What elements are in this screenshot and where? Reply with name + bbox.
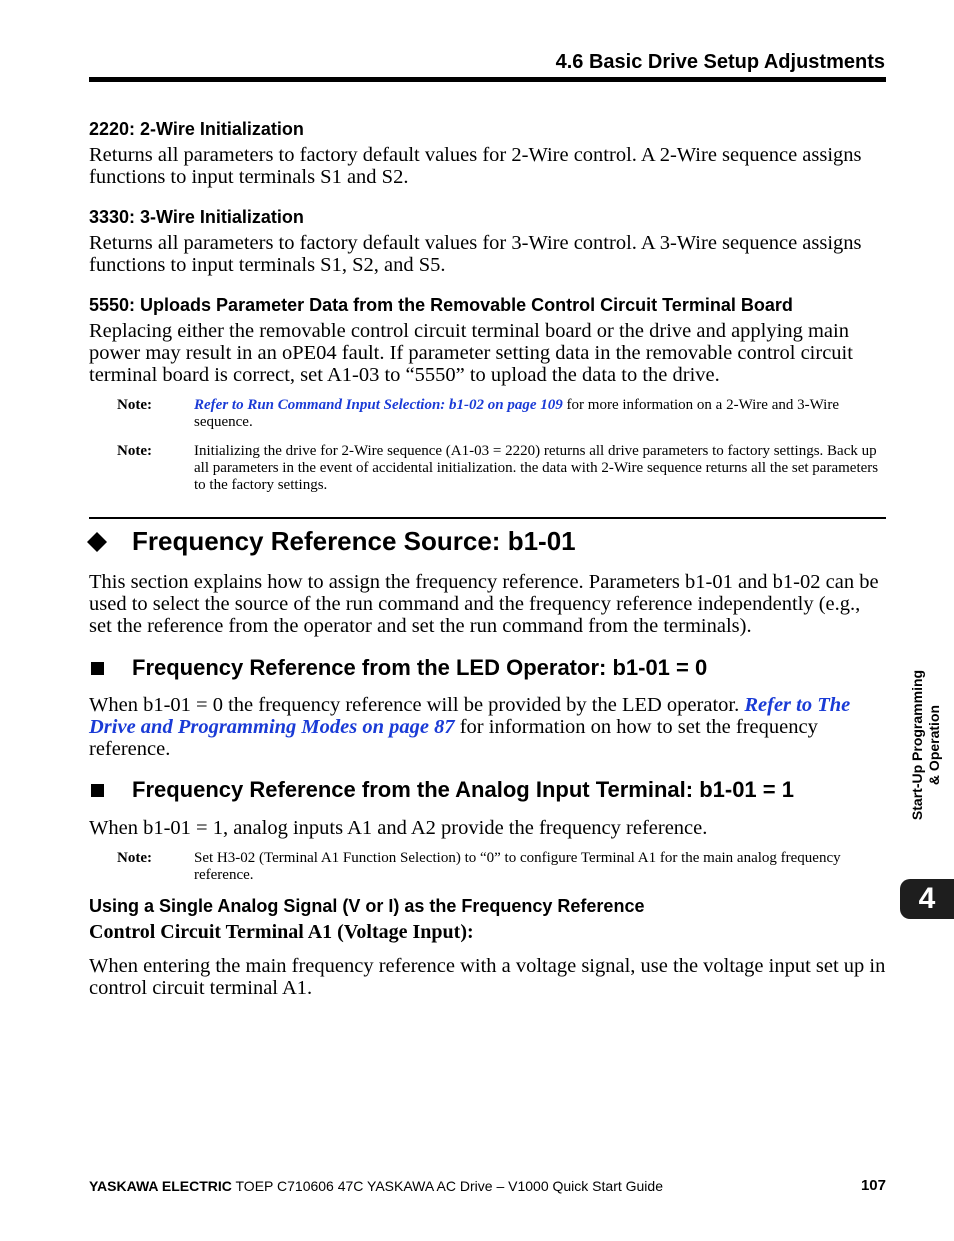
body-analog-input: When b1-01 = 1, analog inputs A1 and A2 provide the frequency reference. bbox=[89, 817, 708, 839]
running-header: 4.6 Basic Drive Setup Adjustments bbox=[555, 51, 885, 73]
chapter-side-tab bbox=[904, 640, 948, 850]
note-1 bbox=[194, 397, 886, 431]
side-tab-line-1: Start-Up Programming bbox=[909, 669, 925, 821]
heading-5550: 5550: Uploads Parameter Data from the Removable Control Circuit Terminal Board bbox=[89, 295, 793, 315]
diamond-bullet-icon bbox=[87, 532, 107, 552]
body-2220: Returns all parameters to factory default values for 2-Wire control. A 2-Wire sequence assigns functions to input terminals S1 and S2. bbox=[89, 144, 862, 188]
section-rule bbox=[89, 517, 886, 519]
drive-modes-link[interactable]: Refer to The Drive and Programming Modes on page 87 bbox=[89, 694, 851, 738]
heading-analog-input: Frequency Reference from the Analog Input Terminal: b1-01 = 1 bbox=[132, 777, 794, 802]
heading-3330: 3330: 3-Wire Initialization bbox=[89, 207, 304, 227]
chapter-number-badge: 4 bbox=[900, 879, 954, 919]
footer-doc: TOEP C710606 47C YASKAWA AC Drive – V1000 Quick Start Guide bbox=[231, 1178, 663, 1194]
section-title: Frequency Reference Source: b1-01 bbox=[132, 526, 576, 556]
square-bullet-icon bbox=[91, 662, 104, 675]
footer bbox=[89, 1178, 663, 1194]
page-number: 107 bbox=[860, 1177, 886, 1194]
subheading-terminal-a1: Control Circuit Terminal A1 (Voltage Input): bbox=[89, 921, 474, 943]
body-terminal-a1: When entering the main frequency reference with a voltage signal, use the voltage input set up in control circuit terminal A1. bbox=[89, 955, 886, 999]
header-rule bbox=[89, 77, 886, 82]
footer-brand: YASKAWA ELECTRIC bbox=[89, 1178, 232, 1194]
body-3330: Returns all parameters to factory default values for 3-Wire control. A 3-Wire sequence assigns functions to input terminals S1, S2, and S5. bbox=[89, 232, 862, 276]
note-1-text: for more information on a 2-Wire and 3-Wire sequence. bbox=[194, 397, 839, 430]
note-2: Initializing the drive for 2-Wire sequence (A1-03 = 2220) returns all drive parameters to factory settings. Back up all parameters in the event of accidental initialization. the data with 2-Wire sequence returns all the set parameters to the factory settings. bbox=[194, 443, 879, 493]
heading-single-analog: Using a Single Analog Signal (V or I) as the Frequency Reference bbox=[89, 896, 645, 916]
heading-2220: 2220: 2-Wire Initialization bbox=[89, 119, 304, 139]
square-bullet-icon bbox=[91, 784, 104, 797]
heading-led-operator: Frequency Reference from the LED Operator: b1-01 = 0 bbox=[132, 655, 708, 680]
note-label: Note: bbox=[117, 443, 152, 459]
section-intro: This section explains how to assign the frequency reference. Parameters b1-01 and b1-02 can be used to select the source of the run command and the frequency reference independently (e.g., set the reference from the operator and set the run command from the terminals). bbox=[89, 571, 879, 637]
note-3: Set H3-02 (Terminal A1 Function Selection) to “0” to configure Terminal A1 for the main analog frequency reference. bbox=[194, 850, 841, 883]
body-led-operator: When b1-01 = 0 the frequency reference will be provided by the LED operator. Refer to The Drive and Programming Modes on page 87 for information on how to set the frequency reference. bbox=[89, 694, 851, 760]
body-5550: Replacing either the removable control circuit terminal board or the drive and applying main power may result in an oPE04 fault. If parameter setting data in the removable control circuit terminal board is correct, set A1-03 to “5550” to upload the data to the drive. bbox=[89, 320, 853, 386]
side-tab-line-2: & Operation bbox=[926, 704, 942, 786]
note-label: Note: bbox=[117, 397, 152, 413]
note-label: Note: bbox=[117, 850, 152, 866]
run-command-link[interactable]: Refer to Run Command Input Selection: b1-02 on page 109 bbox=[194, 397, 563, 413]
